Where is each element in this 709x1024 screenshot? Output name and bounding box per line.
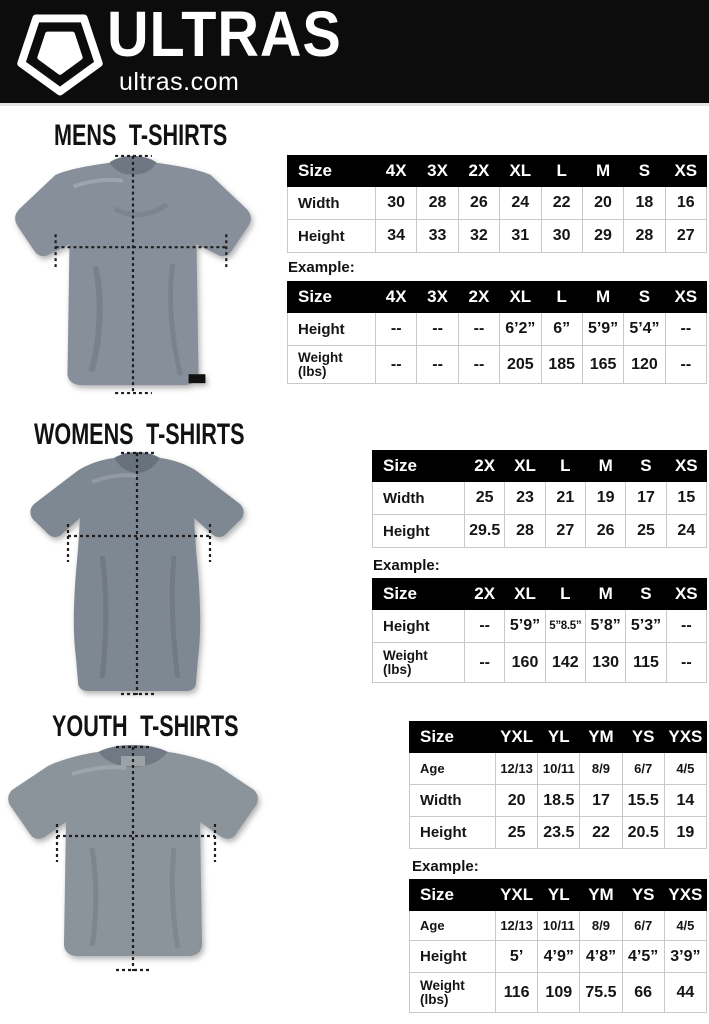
column-header: 2X <box>465 451 505 482</box>
table-cell: 6/7 <box>622 753 664 785</box>
column-header: Size <box>410 722 496 753</box>
table-cell: 75.5 <box>580 973 622 1013</box>
table-cell: 28 <box>505 515 545 548</box>
table-cell: 33 <box>417 220 458 253</box>
row-label <box>373 610 465 643</box>
table-cell: 18.5 <box>538 785 580 817</box>
youth-tshirt-image <box>2 738 266 978</box>
table-cell: -- <box>458 313 499 346</box>
column-header: YM <box>580 880 622 911</box>
table-cell: 19 <box>664 817 706 849</box>
table-cell: 6/7 <box>622 911 664 941</box>
column-header: S <box>624 156 665 187</box>
table-cell: 5’ <box>496 941 538 973</box>
table-cell: 4’5” <box>622 941 664 973</box>
table-cell: 5’4” <box>624 313 665 346</box>
row-label-text: Weight <box>383 647 428 663</box>
row-label <box>288 187 376 220</box>
row-label-text: Height <box>383 522 430 540</box>
mens-section-title: MENS T-SHIRTS <box>54 119 228 152</box>
row-label <box>410 911 496 941</box>
table-cell: 4/5 <box>664 911 706 941</box>
table-cell: -- <box>665 346 706 384</box>
table-cell: 20 <box>582 187 623 220</box>
column-header: YL <box>538 880 580 911</box>
table-cell: -- <box>417 346 458 384</box>
table-row <box>410 973 707 1013</box>
table-cell: 44 <box>664 973 706 1013</box>
site-link[interactable]: ultras.com <box>119 68 240 96</box>
table-row <box>288 313 707 346</box>
table-cell: 25 <box>465 482 505 515</box>
table-cell: -- <box>666 610 706 643</box>
table-cell: 5’9” <box>582 313 623 346</box>
column-header: XL <box>505 451 545 482</box>
table-cell: 27 <box>545 515 585 548</box>
row-label-text: Height <box>298 320 345 338</box>
row-label-text: Age <box>420 761 445 776</box>
column-header: M <box>582 156 623 187</box>
table-row <box>373 482 707 515</box>
mens-tshirt-image <box>4 146 262 400</box>
row-label <box>288 346 376 384</box>
column-header: XS <box>666 579 706 610</box>
table-cell: 14 <box>664 785 706 817</box>
column-header: YL <box>538 722 580 753</box>
column-header: YXS <box>664 880 706 911</box>
row-label <box>373 515 465 548</box>
row-label <box>410 973 496 1013</box>
row-label-text: Height <box>420 948 467 965</box>
row-label-text: Width <box>420 792 462 809</box>
column-header: 2X <box>458 282 499 313</box>
column-header: S <box>626 451 666 482</box>
table-cell: -- <box>465 610 505 643</box>
table-cell: 165 <box>582 346 623 384</box>
table-cell: 12/13 <box>496 911 538 941</box>
womens-example-table <box>372 578 707 683</box>
row-label-text: Width <box>298 194 340 212</box>
row-label <box>410 753 496 785</box>
row-label-text: Weight <box>420 977 465 993</box>
table-cell: 205 <box>500 346 541 384</box>
row-label-subtext: (lbs) <box>383 661 412 677</box>
table-cell: 130 <box>585 643 625 683</box>
table-cell: 3’9” <box>664 941 706 973</box>
column-header: Size <box>288 282 376 313</box>
womens-section-title: WOMENS T-SHIRTS <box>34 418 245 451</box>
column-header: Size <box>410 880 496 911</box>
column-header: L <box>545 451 585 482</box>
table-cell: 30 <box>376 187 417 220</box>
table-cell: 18 <box>624 187 665 220</box>
youth-section-title: YOUTH T-SHIRTS <box>52 710 239 743</box>
table-cell: 5’8” <box>585 610 625 643</box>
table-cell: 8/9 <box>580 753 622 785</box>
mens-example-table <box>287 281 707 384</box>
table-cell: 21 <box>545 482 585 515</box>
column-header: S <box>626 579 666 610</box>
table-cell: 25 <box>496 817 538 849</box>
column-header: YM <box>580 722 622 753</box>
youth-example-label: Example: <box>412 858 479 875</box>
table-row <box>288 220 707 253</box>
table-cell: 6” <box>541 313 582 346</box>
table-cell: -- <box>417 313 458 346</box>
womens-tshirt-image <box>22 446 257 698</box>
table-cell: 23 <box>505 482 545 515</box>
table-cell: 142 <box>545 643 585 683</box>
column-header: 3X <box>417 156 458 187</box>
column-header: XL <box>505 579 545 610</box>
table-cell: 66 <box>622 973 664 1013</box>
table-cell: 25 <box>626 515 666 548</box>
table-cell: 34 <box>376 220 417 253</box>
table-cell: 4’9” <box>538 941 580 973</box>
table-cell: 10/11 <box>538 753 580 785</box>
column-header: Size <box>373 451 465 482</box>
table-cell: 26 <box>585 515 625 548</box>
mens-size-table <box>287 155 707 253</box>
table-cell: 23.5 <box>538 817 580 849</box>
column-header: Size <box>288 156 376 187</box>
table-cell: 24 <box>666 515 706 548</box>
table-cell: 15.5 <box>622 785 664 817</box>
table-cell: 20.5 <box>622 817 664 849</box>
table-cell: -- <box>465 643 505 683</box>
row-label-text: Height <box>420 824 467 841</box>
table-cell: 31 <box>500 220 541 253</box>
row-label <box>410 941 496 973</box>
column-header: YXS <box>664 722 706 753</box>
row-label-subtext: (lbs) <box>298 363 327 379</box>
brand-name[interactable]: ULTRAS <box>107 0 342 70</box>
table-row <box>373 515 707 548</box>
column-header: L <box>541 156 582 187</box>
row-label-text: Height <box>298 227 345 245</box>
column-header: XL <box>500 282 541 313</box>
table-row <box>410 911 707 941</box>
table-cell: 15 <box>666 482 706 515</box>
table-cell: 5’9” <box>505 610 545 643</box>
table-cell: 24 <box>500 187 541 220</box>
table-cell: 26 <box>458 187 499 220</box>
table-cell: 8/9 <box>580 911 622 941</box>
table-row <box>410 785 707 817</box>
table-cell: 22 <box>580 817 622 849</box>
table-cell: 30 <box>541 220 582 253</box>
column-header: M <box>585 451 625 482</box>
column-header: 2X <box>465 579 505 610</box>
table-cell: 5’3” <box>626 610 666 643</box>
table-cell: 20 <box>496 785 538 817</box>
table-cell: -- <box>458 346 499 384</box>
table-cell: -- <box>665 313 706 346</box>
row-label <box>288 220 376 253</box>
column-header: L <box>541 282 582 313</box>
column-header: YS <box>622 722 664 753</box>
site-header <box>0 0 709 106</box>
row-label-text: Width <box>383 489 425 507</box>
column-header: 3X <box>417 282 458 313</box>
table-cell: 22 <box>541 187 582 220</box>
table-cell: 10/11 <box>538 911 580 941</box>
table-row <box>410 941 707 973</box>
table-cell: 28 <box>417 187 458 220</box>
column-header: YS <box>622 880 664 911</box>
column-header: 4X <box>376 156 417 187</box>
table-row <box>288 187 707 220</box>
row-label <box>288 313 376 346</box>
table-cell: 29.5 <box>465 515 505 548</box>
table-cell: 17 <box>580 785 622 817</box>
youth-example-table <box>409 879 707 1013</box>
table-cell: 28 <box>624 220 665 253</box>
row-label-text: Weight <box>298 349 343 365</box>
table-cell: -- <box>666 643 706 683</box>
row-label-subtext: (lbs) <box>420 991 449 1007</box>
table-cell: 17 <box>626 482 666 515</box>
table-cell: 116 <box>496 973 538 1013</box>
table-row <box>410 753 707 785</box>
table-cell: 5”8.5” <box>545 610 585 643</box>
column-header: S <box>624 282 665 313</box>
table-cell: 109 <box>538 973 580 1013</box>
womens-size-table <box>372 450 707 548</box>
table-cell: 16 <box>665 187 706 220</box>
table-cell: 19 <box>585 482 625 515</box>
table-cell: -- <box>376 346 417 384</box>
column-header: Size <box>373 579 465 610</box>
row-label <box>410 785 496 817</box>
table-cell: 29 <box>582 220 623 253</box>
column-header: 4X <box>376 282 417 313</box>
table-row <box>410 817 707 849</box>
ultras-shield-logo-icon[interactable] <box>16 5 104 97</box>
column-header: XS <box>665 282 706 313</box>
table-cell: 120 <box>624 346 665 384</box>
row-label <box>373 482 465 515</box>
table-cell: 27 <box>665 220 706 253</box>
table-cell: -- <box>376 313 417 346</box>
mens-example-label: Example: <box>288 259 355 276</box>
column-header: YXL <box>496 880 538 911</box>
row-label <box>373 643 465 683</box>
column-header: XS <box>665 156 706 187</box>
column-header: YXL <box>496 722 538 753</box>
column-header: M <box>585 579 625 610</box>
column-header: XL <box>500 156 541 187</box>
row-label-text: Height <box>383 617 430 635</box>
table-cell: 12/13 <box>496 753 538 785</box>
womens-example-label: Example: <box>373 557 440 574</box>
column-header: L <box>545 579 585 610</box>
table-cell: 185 <box>541 346 582 384</box>
table-cell: 4/5 <box>664 753 706 785</box>
row-label <box>410 817 496 849</box>
column-header: M <box>582 282 623 313</box>
row-label-text: Age <box>420 918 445 933</box>
table-row <box>373 610 707 643</box>
column-header: 2X <box>458 156 499 187</box>
table-cell: 6’2” <box>500 313 541 346</box>
table-cell: 115 <box>626 643 666 683</box>
table-row <box>288 346 707 384</box>
column-header: XS <box>666 451 706 482</box>
youth-size-table <box>409 721 707 849</box>
table-cell: 32 <box>458 220 499 253</box>
table-cell: 4’8” <box>580 941 622 973</box>
table-row <box>373 643 707 683</box>
table-cell: 160 <box>505 643 545 683</box>
